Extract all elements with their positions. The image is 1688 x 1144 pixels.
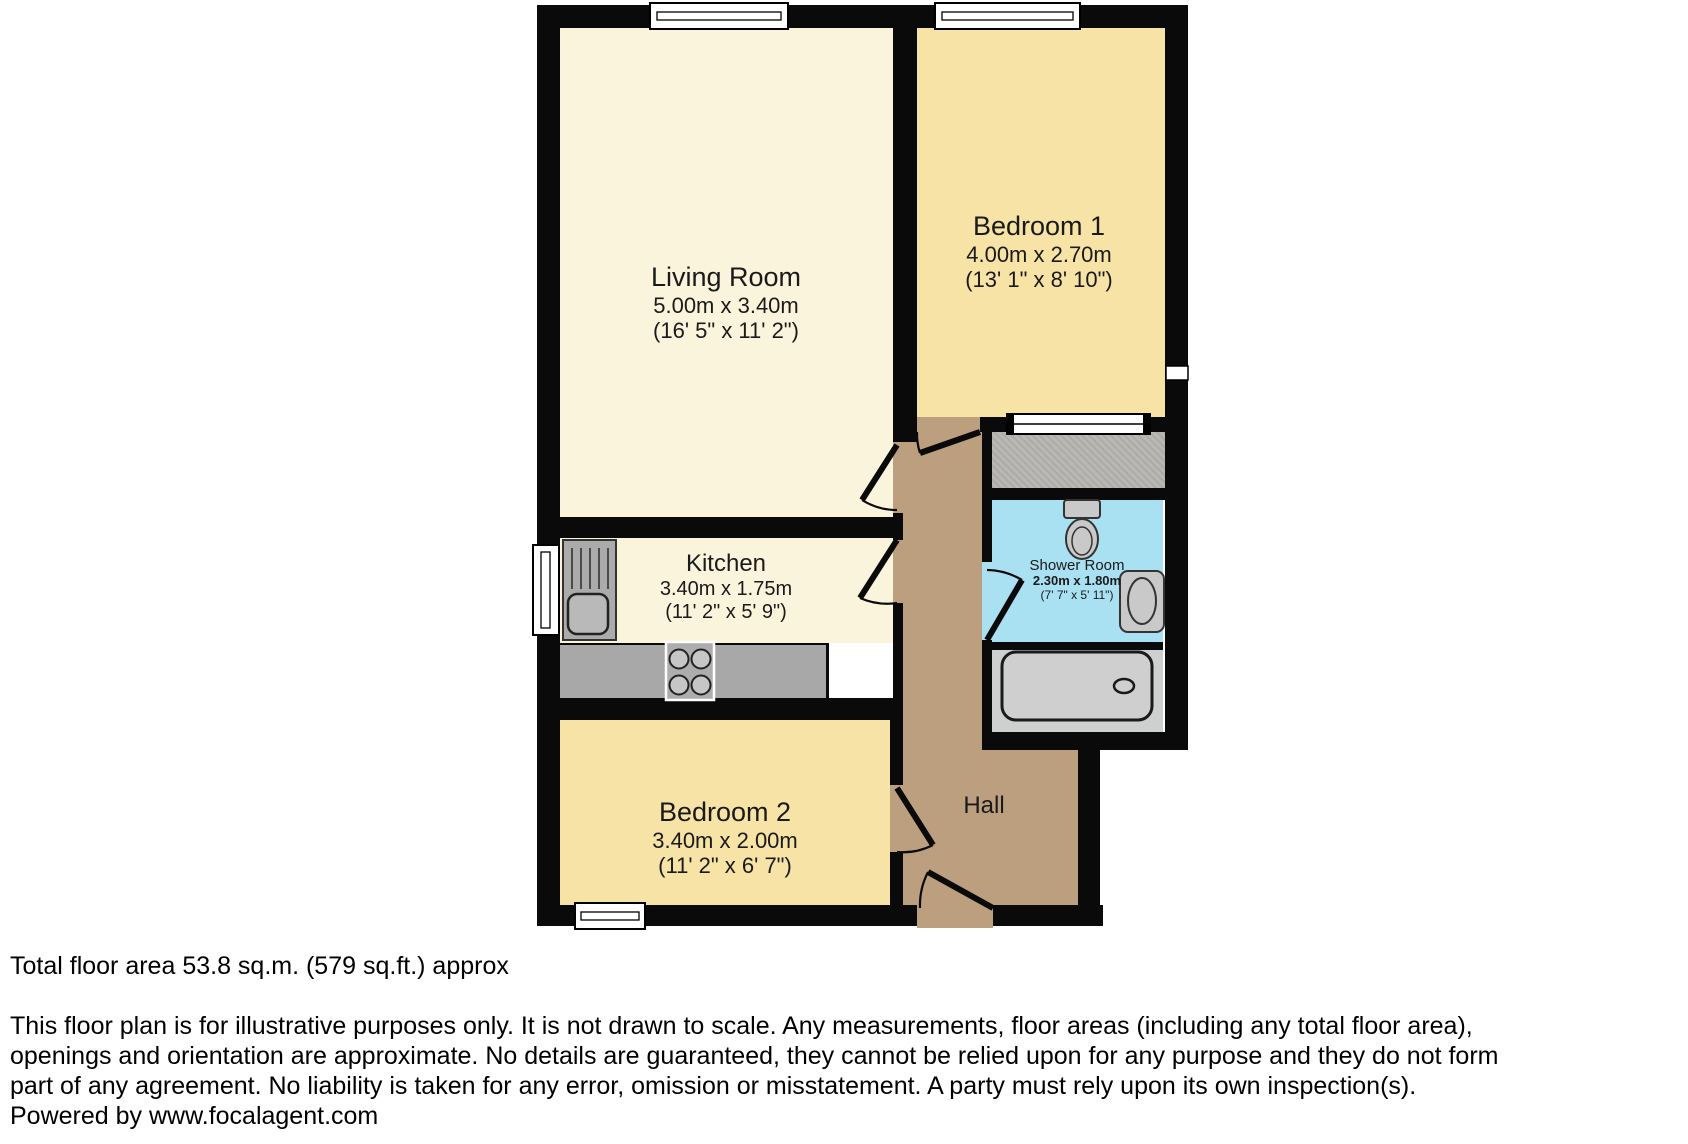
room-dim-imperial: (11' 2" x 5' 9") [665, 600, 787, 623]
label-bedroom-1 [889, 211, 1189, 293]
disclaimer-line: This floor plan is for illustrative purposes only. It is not drawn to scale. Any measurements, floor areas (including any total floor area), [10, 1012, 1473, 1040]
sliding-door-icon [1007, 414, 1150, 434]
hob-icon [666, 642, 714, 700]
room-name: Shower Room [1029, 557, 1125, 574]
room-dim-imperial: (11' 2" x 6' 7") [658, 853, 792, 879]
label-kitchen [576, 550, 876, 624]
room-dim-metric: 3.40m x 1.75m [659, 577, 793, 600]
room-name: Hall [963, 792, 1005, 819]
window-icon [650, 3, 788, 29]
window-icon [533, 545, 559, 635]
window-icon [575, 903, 645, 929]
room-dim-imperial: (7' 7" x 5' 11") [1040, 588, 1114, 603]
room-name: Bedroom 1 [972, 211, 1106, 241]
window-icon [935, 3, 1080, 29]
label-bedroom-2 [575, 797, 875, 879]
room-dim-imperial: (16' 5" x 11' 2") [653, 318, 799, 344]
disclaimer-line: openings and orientation are approximate. No details are guaranteed, they cannot be relied upon for any purpose and they do not form [10, 1042, 1499, 1070]
room-dim-metric: 2.30m x 1.80m [1032, 573, 1122, 589]
powered-by: Powered by www.focalagent.com [10, 1102, 379, 1130]
footer [10, 952, 1682, 1131]
disclaimer-line: part of any agreement. No liability is taken for any error, omission or misstatement. A party must rely upon its own inspection(s). [10, 1072, 1417, 1100]
room-name: Kitchen [685, 550, 767, 577]
wall-window-notch [1166, 366, 1188, 380]
room-name: Bedroom 2 [658, 797, 792, 827]
door-bedroom-2 [897, 788, 933, 852]
bathtub-icon [1002, 652, 1152, 720]
label-living-room [576, 262, 876, 344]
room-name: Living Room [650, 262, 802, 292]
room-dim-imperial: (13' 1" x 8' 10") [965, 267, 1113, 293]
label-shower-room [977, 557, 1177, 603]
label-hall [934, 792, 1034, 820]
room-dim-metric: 5.00m x 3.40m [653, 293, 799, 319]
room-dim-metric: 3.40m x 2.00m [652, 828, 798, 854]
toilet-icon [1064, 500, 1100, 559]
total-floor-area: Total floor area 53.8 sq.m. (579 sq.ft.) approx [10, 952, 509, 980]
door-entrance [920, 872, 993, 908]
door-bedroom-1 [917, 432, 980, 453]
room-dim-metric: 4.00m x 2.70m [966, 242, 1112, 268]
door-living-room [862, 445, 897, 510]
